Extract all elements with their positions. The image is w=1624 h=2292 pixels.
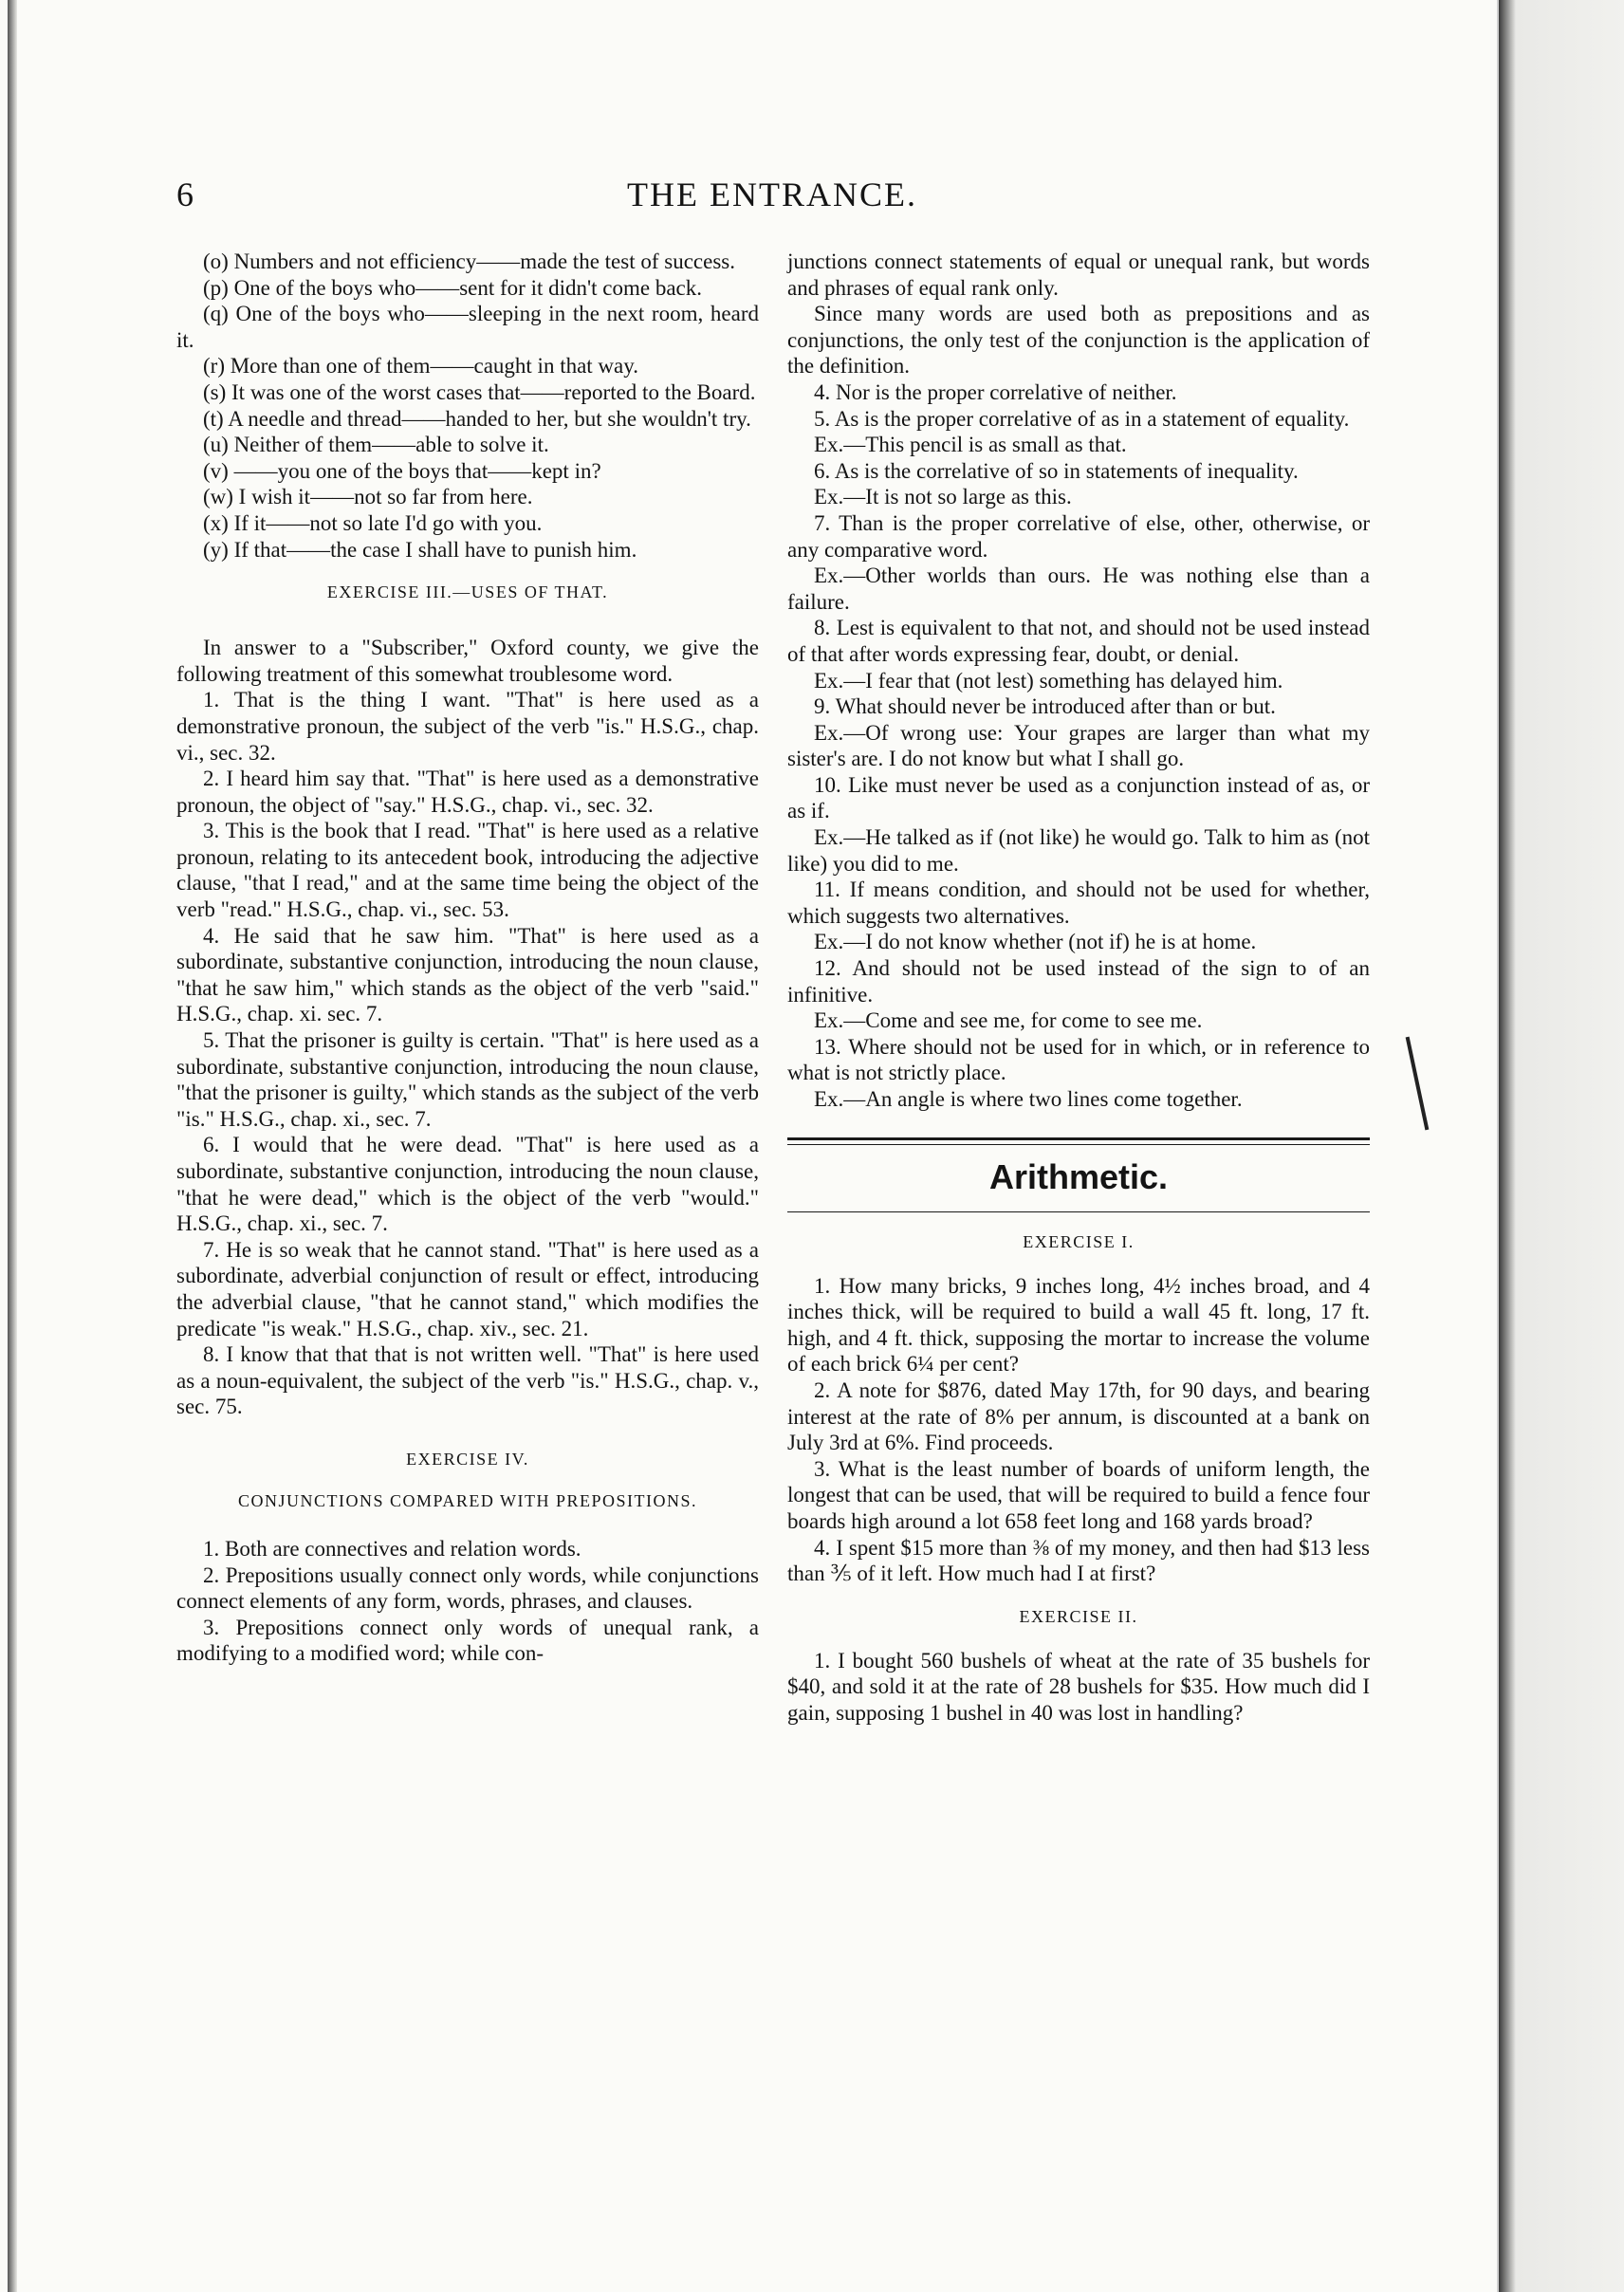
paragraph: (v) ——you one of the boys that——kept in? bbox=[203, 458, 601, 483]
page-header bbox=[176, 175, 1368, 222]
paragraph: 3. What is the least number of boards of uniform length, the longest that can be used, that will be required to build a fence four boards high around a lot 658 feet long and 168 yards broad? bbox=[787, 1456, 1370, 1533]
left-column bbox=[176, 249, 759, 1667]
paragraph: 2. I heard him say that. "That" is here used as a demonstrative pronoun, the object of "say." H.S.G., chap. vi., sec. 32. bbox=[176, 767, 759, 817]
scan-background bbox=[1499, 0, 1624, 2292]
paragraph: 7. He is so weak that he cannot stand. "That" is here used as a subordinate, adverbial conjunction of result or effect, introducing the adverbial clause, "that he cannot stand," which modifies the predicate "is weak." H.S.G., chap. xiv., sec. 21. bbox=[176, 1237, 759, 1340]
paragraph: 2. A note for $876, dated May 17th, for 90 days, and bearing interest at the rate of 8% per annum, is discounted at a bank on July 3rd at 6%. Find proceeds. bbox=[787, 1377, 1370, 1455]
paragraph: 4. Nor is the proper correlative of neither. bbox=[814, 379, 1177, 404]
section-heading: EXERCISE II. bbox=[1019, 1606, 1138, 1626]
paragraph: Ex.—Other worlds than ours. He was nothing else than a failure. bbox=[787, 564, 1370, 614]
paragraph: Ex.—He talked as if (not like) he would go. Talk to him as (not like) you did to me. bbox=[787, 825, 1370, 876]
paragraph: (o) Numbers and not efficiency——made the test of success. bbox=[203, 250, 735, 273]
paragraph: 1. I bought 560 bushels of wheat at the rate of 35 bushels for $40, and sold it at the rate of 28 bushels for $35. How much did I gain, supposing 1 bushel in 40 was lost in handling? bbox=[787, 1648, 1370, 1725]
paragraph: (q) One of the boys who——sleeping in the next room, heard it. bbox=[176, 302, 759, 352]
paragraph: 5. As is the proper correlative of as in a statement of equality. bbox=[814, 406, 1350, 431]
section-divider bbox=[787, 1137, 1370, 1145]
paragraph: Ex.—I fear that (not lest) something has delayed him. bbox=[814, 668, 1283, 693]
section-subheading: CONJUNCTIONS COMPARED WITH PREPOSITIONS. bbox=[237, 1490, 698, 1510]
paragraph: 2. Prepositions usually connect only words, while conjunctions connect elements of any form, words, phrases, and clauses. bbox=[176, 1562, 759, 1614]
paragraph: Ex.—This pencil is as small as that. bbox=[814, 433, 1127, 457]
paragraph: 8. Lest is equivalent to that not, and should not be used instead of that after words expressing fear, doubt, or denial. bbox=[787, 616, 1370, 666]
paragraph: (x) If it——not so late I'd go with you. bbox=[203, 510, 543, 535]
pen-mark bbox=[1406, 1037, 1430, 1131]
paragraph: 11. If means condition, and should not be used for whether, which suggests two alternatives. bbox=[787, 878, 1370, 928]
section-heading: EXERCISE I. bbox=[1023, 1231, 1135, 1251]
paragraph: 1. That is the thing I want. "That" is here used as a demonstrative pronoun, the subject of the verb "is." H.S.G., chap. vi., sec. 32. bbox=[176, 688, 759, 765]
page-number: 6 bbox=[176, 176, 194, 213]
paragraph: 13. Where should not be used for in which, or in reference to what is not strictly place. bbox=[787, 1034, 1370, 1085]
paragraph: Ex.—It is not so large as this. bbox=[814, 485, 1072, 509]
paragraph: Ex.—Come and see me, for come to see me. bbox=[814, 1008, 1203, 1033]
paragraph: 4. He said that he saw him. "That" is here used as a subordinate, substantive conjunction, introducing the noun clause, "that he saw him," which stands as the object of the verb "said." H.S.G., chap. xi. sec. 7. bbox=[176, 923, 759, 1026]
paragraph: In answer to a "Subscriber," Oxford county, we give the following treatment of this somewhat troublesome word. bbox=[176, 636, 759, 686]
paragraph: Ex.—I do not know whether (not if) he is at home. bbox=[814, 930, 1257, 954]
paragraph: 3. Prepositions connect only words of unequal rank, a modifying to a modified word; while con- bbox=[176, 1615, 759, 1666]
section-heading: EXERCISE III.—USES OF THAT. bbox=[326, 582, 609, 602]
section-heading: EXERCISE IV. bbox=[406, 1449, 529, 1469]
section-title: Arithmetic. bbox=[988, 1156, 1169, 1196]
paragraph: 5. That the prisoner is guilty is certain. "That" is here used as a subordinate, substantive conjunction, introducing the noun clause, "that the prisoner is guilty," which stands as the subject of the verb "is." H.S.G., chap. xi., sec. 7. bbox=[176, 1028, 759, 1131]
paragraph: 7. Than is the proper correlative of else, other, otherwise, or any comparative word. bbox=[787, 510, 1370, 562]
paragraph: 4. I spent $15 more than ⅜ of my money, and then had $13 less than ⅗ of it left. How much had I at first? bbox=[787, 1535, 1370, 1586]
paragraph: 12. And should not be used instead of the sign to of an infinitive. bbox=[787, 956, 1370, 1007]
paragraph: 3. This is the book that I read. "That" is here used as a relative pronoun, relating to its antecedent book, introducing the adjective clause, "that I read," and at the same time being the object of the verb "read." H.S.G., chap. vi., sec. 53. bbox=[176, 819, 759, 922]
running-title: THE ENTRANCE. bbox=[627, 176, 917, 213]
paragraph: junctions connect statements of equal or unequal rank, but words and phrases of equal rank only. bbox=[787, 250, 1370, 300]
paragraph: 6. As is the correlative of so in statements of inequality. bbox=[814, 458, 1299, 483]
title-underline bbox=[787, 1211, 1370, 1212]
paragraph: 10. Like must never be used as a conjunction instead of as, or as if. bbox=[787, 772, 1370, 823]
paragraph: (p) One of the boys who——sent for it didn't come back. bbox=[203, 275, 703, 300]
paragraph: Since many words are used both as prepositions and as conjunctions, the only test of the conjunction is the application of the definition. bbox=[787, 302, 1370, 379]
paragraph: 1. Both are connectives and relation words. bbox=[203, 1536, 581, 1561]
paragraph: (t) A needle and thread——handed to her, but she wouldn't try. bbox=[203, 406, 751, 431]
paragraph: Ex.—An angle is where two lines come together. bbox=[814, 1087, 1243, 1111]
page-left-edge bbox=[8, 0, 17, 2292]
paragraph: 8. I know that that that is not written well. "That" is here used as a noun-equivalent, the subject of the verb "is." H.S.G., chap. v., sec. 75. bbox=[176, 1342, 759, 1419]
paragraph: 9. What should never be introduced after than or but. bbox=[814, 694, 1276, 719]
paragraph: (s) It was one of the worst cases that——reported to the Board. bbox=[203, 379, 756, 404]
paragraph: (u) Neither of them——able to solve it. bbox=[203, 433, 549, 457]
paragraph: 6. I would that he were dead. "That" is here used as a subordinate, substantive conjunction, introducing the noun clause, "that he were dead," which is the object of the verb "would." H.S.G., chap. xi., sec. 7. bbox=[176, 1133, 759, 1236]
right-column bbox=[787, 249, 1370, 1727]
paragraph: Ex.—Of wrong use: Your grapes are larger than what my sister's are. I do not know but what I shall go. bbox=[787, 720, 1370, 771]
paragraph: (w) I wish it——not so far from here. bbox=[203, 485, 533, 509]
paragraph: 1. How many bricks, 9 inches long, 4½ inches broad, and 4 inches thick, will be required to build a wall 45 ft. long, 17 ft. high, and 4 ft. thick, supposing the mortar to increase the volume of each brick 6¼ per cent? bbox=[787, 1273, 1370, 1377]
paragraph: (y) If that——the case I shall have to punish him. bbox=[203, 537, 637, 562]
paragraph: (r) More than one of them——caught in that way. bbox=[203, 354, 639, 379]
